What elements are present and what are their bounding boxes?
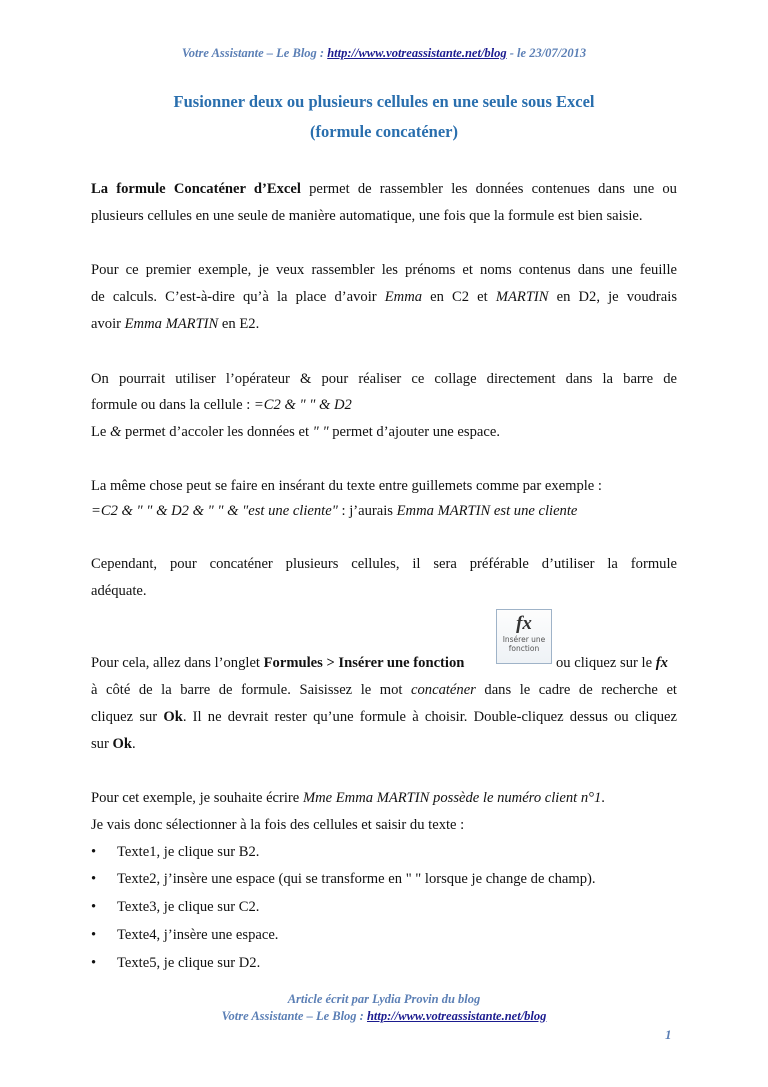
page-header <box>0 46 768 61</box>
text-line <box>91 681 677 699</box>
formula-text: =C2 & " " & D2 & " " & "est une cliente" <box>91 503 338 519</box>
text-line <box>91 396 677 414</box>
text: : j’aurais <box>337 503 397 519</box>
text-line: plusieurs cellules en une seule de manière automatique, une fois que la formule est bien saisie. <box>91 208 643 224</box>
text: . <box>601 790 605 806</box>
bold-text: Ok <box>163 709 183 725</box>
bullet-icon: • <box>91 871 97 887</box>
text: en E2. <box>218 316 260 332</box>
fx-caption: Insérer une fonction <box>502 635 546 653</box>
header-date: - le 23/07/2013 <box>506 46 587 60</box>
footer-link[interactable]: http://www.votreassistante.net/blog <box>366 1009 547 1023</box>
text: ou cliquez sur le <box>556 655 656 671</box>
list-item <box>91 843 677 861</box>
italic-text: MARTIN <box>495 289 549 305</box>
text: . Il ne devrait rester qu’une formule à choisir. Double-cliquez dessus ou cliquez <box>182 709 677 725</box>
text: de calculs. C’est-à-dire qu’à la place d’avoir <box>91 289 385 305</box>
text-line <box>91 502 677 520</box>
text: permet d’ajouter une espace. <box>328 424 500 440</box>
text: à côté de la barre de formule. Saisissez le mot <box>91 682 412 698</box>
italic-text: & <box>110 424 122 440</box>
italic-text: Emma MARTIN est une cliente <box>396 503 578 519</box>
list-item-text: Texte1, je clique sur B2. <box>117 844 260 860</box>
text: permet de rassembler les données contenues dans une ou <box>300 181 677 197</box>
text: avoir <box>91 316 125 332</box>
text: . <box>131 736 136 752</box>
formula-text: =C2 & " " & D2 <box>253 397 352 413</box>
text-line: adéquate. <box>91 583 147 599</box>
text: Le <box>91 424 111 440</box>
page-number: 1 <box>665 1027 672 1042</box>
text: Pour cet exemple, je souhaite écrire <box>91 790 303 806</box>
list-item-text: Texte2, j’insère une espace (qui se transforme en " " lorsque je change de champ). <box>117 871 596 887</box>
text-line: On pourrait utiliser l’opérateur & pour réaliser ce collage directement dans la barre de <box>91 371 677 387</box>
italic-text: Emma <box>384 289 423 305</box>
text-line <box>91 423 677 441</box>
footer-author: Article écrit par Lydia Provin du blog <box>287 992 481 1006</box>
text-line: Je vais donc sélectionner à la fois des cellules et saisir du texte : <box>91 817 465 833</box>
text: sur <box>91 736 113 752</box>
bullet-icon: • <box>91 927 97 943</box>
text: cliquez sur <box>91 709 164 725</box>
text: en C2 et <box>422 289 496 305</box>
footer-blog <box>0 1009 768 1024</box>
italic-text: Mme Emma MARTIN possède le numéro client n°1 <box>302 790 602 806</box>
italic-text: Emma MARTIN <box>124 316 219 332</box>
text: formule ou dans la cellule : <box>91 397 254 413</box>
text-line: Cependant, pour concaténer plusieurs cellules, il sera préférable d’utiliser la formule <box>91 556 677 572</box>
text: dans le cadre de recherche et <box>475 682 677 698</box>
text-line <box>91 288 677 306</box>
bold-text: La formule Concaténer d’Excel <box>91 181 301 197</box>
footer-blog-name: Votre Assistante – Le Blog : <box>221 1009 367 1023</box>
text-line <box>91 180 677 198</box>
text: en D2, je voudrais <box>548 289 677 305</box>
text-line <box>556 654 677 672</box>
bold-text: Ok <box>112 736 132 752</box>
bullet-icon: • <box>91 899 97 915</box>
text-line: La même chose peut se faire en insérant du texte entre guillemets comme par exemple : <box>91 478 602 494</box>
title-line-2: (formule concaténer) <box>310 122 458 141</box>
list-item <box>91 898 677 916</box>
text-line <box>91 315 677 333</box>
bold-text: Formules > Insérer une fonction <box>263 655 465 671</box>
list-item <box>91 954 677 972</box>
text-line <box>91 735 677 753</box>
list-item <box>91 926 677 944</box>
text-line <box>91 708 677 726</box>
italic-text: " " <box>312 424 329 440</box>
bullet-icon: • <box>91 844 97 860</box>
list-item-text: Texte4, j’insère une espace. <box>117 927 279 943</box>
title-line-1: Fusionner deux ou plusieurs cellules en une seule sous Excel <box>173 92 595 111</box>
list-item-text: Texte5, je clique sur D2. <box>117 955 261 971</box>
fx-icon: fx <box>516 613 532 634</box>
header-blog-name: Votre Assistante – Le Blog : <box>181 46 328 60</box>
header-link[interactable]: http://www.votreassistante.net/blog <box>327 46 507 60</box>
italic-text: concaténer <box>411 682 476 698</box>
list-item <box>91 870 677 888</box>
fx-text: fx <box>655 655 668 671</box>
text-line <box>91 789 677 807</box>
text: permet d’accoler les données et <box>121 424 313 440</box>
text-line: Pour ce premier exemple, je veux rassembler les prénoms et noms contenus dans une feuille <box>91 262 677 278</box>
bullet-icon: • <box>91 955 97 971</box>
list-item-text: Texte3, je clique sur C2. <box>117 899 260 915</box>
text: Pour cela, allez dans l’onglet <box>91 655 264 671</box>
